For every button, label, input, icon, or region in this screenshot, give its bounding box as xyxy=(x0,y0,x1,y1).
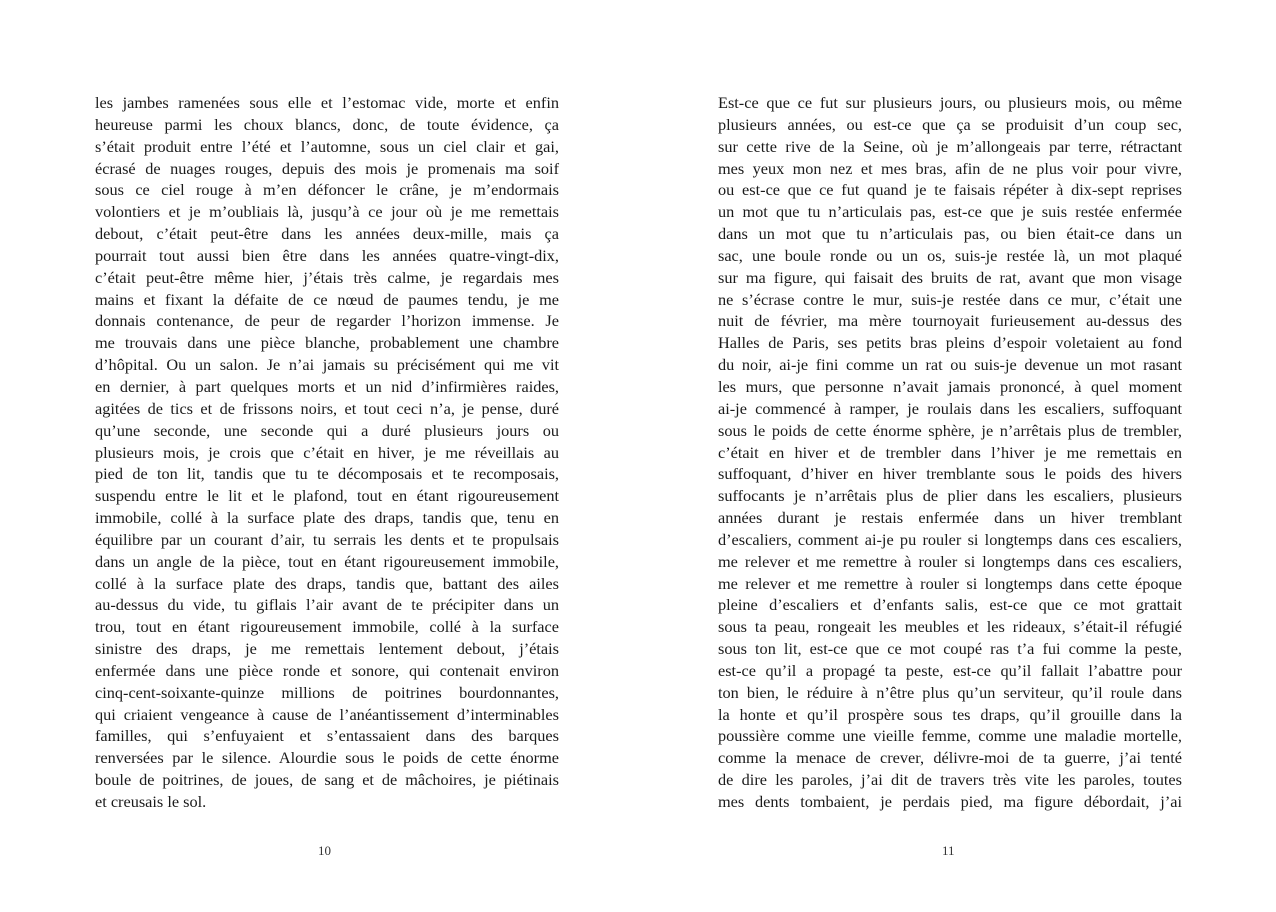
text-line: dans un angle de la pièce, tout en étant rigoureusement immobile, xyxy=(95,551,559,571)
text-line: sac, une boule ronde ou un os, suis-je restée là, un mot plaqué xyxy=(718,245,1182,265)
text-line: ton bien, le réduire à n’être plus qu’un serviteur, qu’il roule dans xyxy=(718,682,1182,702)
text-line: du noir, ai-je fini comme un rat ou suis-je devenue un mot rasant xyxy=(718,355,1182,375)
text-line: équilibre par un courant d’air, tu serrais les dents et te propulsais xyxy=(95,529,559,549)
text-line: suffocants je n’arrêtais plus de plier dans les escaliers, plusieurs xyxy=(718,486,1182,506)
text-line: sur ma figure, qui faisait des bruits de rat, avant que mon visage xyxy=(718,267,1182,287)
text-line: en dernier, à part quelques morts et un nid d’infirmières raides, xyxy=(95,376,559,396)
text-line: sous ta peau, rongeait les meubles et les rideaux, s’était-il réfugié xyxy=(718,617,1182,637)
text-line: la honte et qu’il prospère sous tes draps, qu’il grouille dans la xyxy=(718,704,1182,724)
text-line: suffoquant, d’hiver en hiver tremblante sous le poids des hivers xyxy=(718,464,1182,484)
text-line: me relever et me remettre à rouler si longtemps dans cette époque xyxy=(718,573,1182,593)
text-line: les jambes ramenées sous elle et l’estomac vide, morte et enfin xyxy=(95,93,559,112)
text-line: agitées de tics et de frissons noirs, et tout ceci n’a, je pense, duré xyxy=(95,398,559,418)
right-page-text xyxy=(718,92,1182,813)
text-line: un mot que tu n’articulais pas, est-ce que je suis restée enfermée xyxy=(718,202,1182,222)
text-line: me relever et me remettre à rouler si longtemps dans ces escaliers, xyxy=(718,551,1182,571)
text-line: mes yeux mon nez et mes bras, afin de ne plus voir pour vivre, xyxy=(718,158,1182,178)
text-line: dans un mot que tu n’articulais pas, ou bien était-ce dans un xyxy=(718,224,1182,244)
text-line: s’était produit entre l’été et l’automne, sous un ciel clair et gai, xyxy=(95,136,559,156)
text-line: familles, qui s’enfuyaient et s’entassaient dans des barques xyxy=(95,726,559,746)
text-line: années durant je restais enfermée dans un hiver tremblant xyxy=(718,508,1182,528)
text-line: d’hôpital. Ou un salon. Je n’ai jamais su précisément qui me vit xyxy=(95,355,559,375)
text-line: écrasé de nuages rouges, depuis des mois je promenais ma soif xyxy=(95,158,559,178)
text-line: Halles de Paris, ses petits bras pleins d’espoir voletaient au fond xyxy=(718,333,1182,353)
text-line: est-ce qu’il a propagé ta peste, est-ce qu’il fallait l’abattre pour xyxy=(718,660,1182,680)
text-line: boule de poitrines, de joues, de sang et de mâchoires, je piétinais xyxy=(95,770,559,790)
text-line: pied de ton lit, tandis que tu te décomposais et te recomposais, xyxy=(95,464,559,484)
left-page-number: 10 xyxy=(318,843,331,858)
text-line: Est-ce que ce fut sur plusieurs jours, ou plusieurs mois, ou même xyxy=(718,93,1182,112)
text-line: suspendu entre le lit et le plafond, tout en étant rigoureusement xyxy=(95,486,559,506)
text-line: sous ce ciel rouge à m’en défoncer le crâne, je m’endormais xyxy=(95,180,559,200)
text-line: mes dents tombaient, je perdais pied, ma figure débordait, j’ai xyxy=(718,792,1182,811)
text-line: nuit de février, ma mère tournoyait furieusement au-dessus des xyxy=(718,311,1182,331)
text-line: cinq-cent-soixante-quinze millions de poitrines bourdonnantes, xyxy=(95,682,559,702)
text-line: ne s’écrase contre le mur, suis-je restée dans ce mur, c’était une xyxy=(718,289,1182,309)
text-line: comme la menace de crever, délivre-moi de ta guerre, j’ai tenté xyxy=(718,748,1182,768)
right-page xyxy=(638,0,1276,912)
text-line: debout, c’était peut-être dans les années deux-mille, mais ça xyxy=(95,224,559,244)
text-line: ou est-ce que ce fut quand je te faisais répéter à dix-sept reprises xyxy=(718,180,1182,200)
text-line: trou, tout en étant rigoureusement immobile, collé à la surface xyxy=(95,617,559,637)
text-line: poussière comme une vieille femme, comme une maladie mortelle, xyxy=(718,726,1182,746)
text-line: d’escaliers, comment ai-je pu rouler si longtemps dans ces escaliers, xyxy=(718,529,1182,549)
text-line: de dire les paroles, j’ai dit de travers très vite les paroles, toutes xyxy=(718,770,1182,790)
text-line: heureuse parmi les choux blancs, donc, de toute évidence, ça xyxy=(95,114,559,134)
text-line: collé à la surface plate des draps, tandis que, battant des ailes xyxy=(95,573,559,593)
text-line: sous le poids de cette énorme sphère, je n’arrêtais plus de trembler, xyxy=(718,420,1182,440)
left-page-text xyxy=(95,92,559,813)
text-line: qui criaient vengeance à cause de l’anéantissement d’interminables xyxy=(95,704,559,724)
text-line: et creusais le sol. xyxy=(95,792,207,811)
text-line: renversées par le silence. Alourdie sous le poids de cette énorme xyxy=(95,748,559,768)
text-line: sur cette rive de la Seine, où je m’allongeais par terre, rétractant xyxy=(718,136,1182,156)
text-line: c’était en hiver et de trembler dans l’hiver je me remettais en xyxy=(718,442,1182,462)
text-line: pleine d’escaliers et d’enfants salis, est-ce que ce mot grattait xyxy=(718,595,1182,615)
text-line: immobile, collé à la surface plate des draps, tandis que, tenu en xyxy=(95,508,559,528)
text-line: enfermée dans une pièce ronde et sonore, qui contenait environ xyxy=(95,660,559,680)
text-line: plusieurs années, ou est-ce que ça se produisit d’un coup sec, xyxy=(718,114,1182,134)
text-line: sous ton lit, est-ce que ce mot coupé ras t’a fui comme la peste, xyxy=(718,639,1182,659)
text-line: les murs, que personne n’avait jamais prononcé, à quel moment xyxy=(718,376,1182,396)
right-page-number: 11 xyxy=(942,843,955,858)
text-line: plusieurs mois, je crois que c’était en hiver, je me réveillais au xyxy=(95,442,559,462)
text-line: volontiers et je m’oubliais là, jusqu’à ce jour où je me remettais xyxy=(95,202,559,222)
text-line: au-dessus du vide, tu giflais l’air avant de te précipiter dans un xyxy=(95,595,559,615)
text-line: mains et fixant la défaite de ce nœud de paumes tendu, je me xyxy=(95,289,559,309)
text-line: sinistre des draps, je me remettais lentement debout, j’étais xyxy=(95,639,559,659)
text-line: c’était peut-être même hier, j’étais très calme, je regardais mes xyxy=(95,267,559,287)
text-line: me trouvais dans une pièce blanche, probablement une chambre xyxy=(95,333,559,353)
text-line: pourrait tout aussi bien être dans les années quatre-vingt-dix, xyxy=(95,245,559,265)
text-line: ai-je commencé à ramper, je roulais dans les escaliers, suffoquant xyxy=(718,398,1182,418)
text-line: qu’une seconde, une seconde qui a duré plusieurs jours ou xyxy=(95,420,559,440)
text-line: donnais contenance, de peur de regarder l’horizon immense. Je xyxy=(95,311,559,331)
